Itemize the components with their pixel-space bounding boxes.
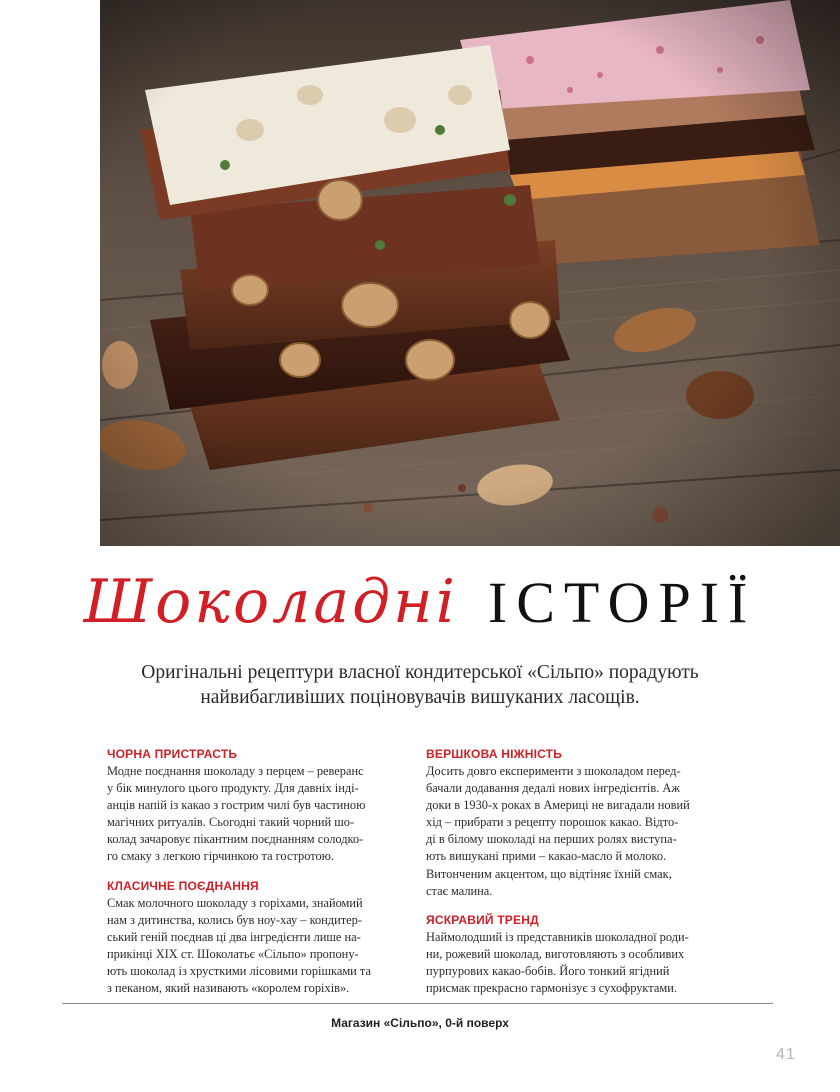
body-line: пурпурових какао-бобів. Його тонкий ягідний xyxy=(426,963,670,978)
headline-caps-part: ІСТОРІЇ xyxy=(487,570,757,635)
body-line: колад зачаровує пікантним поєднанням солодко- xyxy=(107,832,364,847)
body-line: Наймолодший із представників шоколадної роди- xyxy=(426,929,689,944)
article-lead xyxy=(60,660,780,710)
body-line: з пеканом, який називають «королем горіхів». xyxy=(107,981,350,996)
body-line: ський геній поєднав ці два інгредієнти лише на- xyxy=(107,929,361,944)
section-body-creamy-tenderness xyxy=(426,763,718,900)
body-line: доки в 1930-х роках в Америці не вигадали новий xyxy=(426,798,690,813)
body-line: присмак прекрасно гармонізує з сухофруктами. xyxy=(426,981,677,996)
lead-line: найвибагливіших поціновувачів вишуканих ласощів. xyxy=(200,687,640,708)
body-line: стає малина. xyxy=(426,883,493,898)
body-line: го смаку з легкою гірчинкою та гостротою. xyxy=(107,849,335,864)
section-title-creamy-tenderness: ВЕРШКОВА НІЖНІСТЬ xyxy=(426,747,563,761)
article-headline xyxy=(0,560,840,644)
body-line: хід – прибрати з рецепту порошок какао. Відто- xyxy=(426,815,679,830)
body-line: Досить довго експерименти з шоколадом перед- xyxy=(426,764,681,778)
body-line: у бік минулого цього продукту. Для давніх інді- xyxy=(107,781,359,796)
body-line: анців напій із какао з гострим чилі був частиною xyxy=(107,798,366,813)
section-body-dark-passion xyxy=(107,763,399,866)
section-title-classic-combo: КЛАСИЧНЕ ПОЄДНАННЯ xyxy=(107,878,259,893)
body-line: прикінці XIX ст. Шоколатьє «Сільпо» пропону- xyxy=(107,946,359,961)
body-line: бачали додавання дедалі нових інгредієнтів. Аж xyxy=(426,781,680,796)
body-line: ють вишукані прими – какао-масло й молоко. xyxy=(426,849,667,864)
left-column xyxy=(107,746,399,1009)
body-line: ють шоколад із хрусткими лісовими горішками та xyxy=(107,963,371,978)
body-line: ді в білому шоколаді на перших ролях виступа- xyxy=(426,832,677,847)
section-body-classic-combo xyxy=(107,895,399,998)
body-line: Модне поєднання шоколаду з перцем – реверанс xyxy=(107,764,364,778)
store-location-note: Магазин «Сільпо», 0-й поверх xyxy=(331,1016,509,1030)
body-line: нам з дитинства, колись був ноу-хау – кондитер- xyxy=(107,912,362,927)
section-title-bright-trend: ЯСКРАВИЙ ТРЕНД xyxy=(426,912,539,927)
page-number: 41 xyxy=(776,1046,796,1063)
section-body-bright-trend xyxy=(426,929,718,997)
body-line: Смак молочного шоколаду з горіхами, знайомий xyxy=(107,895,363,910)
right-column xyxy=(426,746,718,1009)
chocolate-stack-illustration xyxy=(100,0,840,546)
hero-photo xyxy=(100,0,840,546)
body-line: ни, рожевий шоколад, виготовляють з особливих xyxy=(426,946,685,961)
headline-script-part: Шоколадні xyxy=(83,567,458,637)
body-line: магічних ритуалів. Сьогодні такий чорний шо- xyxy=(107,815,355,830)
body-line: Витонченим акцентом, що відтіняє їхній смак, xyxy=(426,866,672,881)
section-title-dark-passion: ЧОРНА ПРИСТРАСТЬ xyxy=(107,747,238,761)
footer-divider xyxy=(62,1003,773,1004)
lead-line: Оригінальні рецептури власної кондитерської «Сільпо» порадують xyxy=(141,662,699,683)
